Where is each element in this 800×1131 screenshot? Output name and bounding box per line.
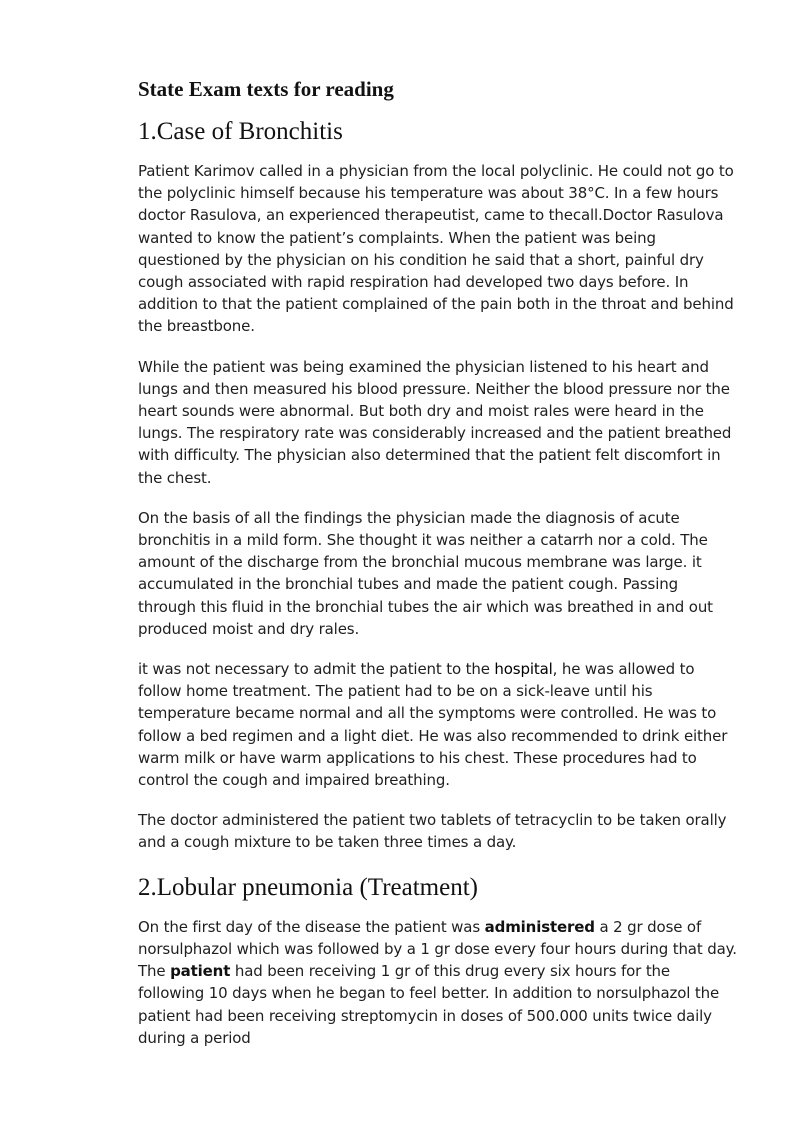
- paragraph: While the patient was being examined the physician listened to his heart and lungs and then measured his blood pressure. Neither the blood pressure nor the heart sounds were abnormal. But both dry and moist rales were heard in the lungs. The respiratory rate was considerably increased and the patient breathed with difficulty. The physician also determined that the patient felt discomfort in the chest.: [138, 357, 732, 487]
- text-run: On the first day of the disease the patient was: [138, 917, 485, 936]
- text-run: , he was allowed to follow home treatment. The patient had to be on a sick-leave until his temperature became normal and all the symptoms were controlled. He was to follow a bed regimen and a light diet. He was also recommended to drink either warm milk or have warm applications to his chest. These procedures had to control the cough and impaired breathing.: [138, 660, 728, 790]
- hospital-term: hospital: [494, 660, 553, 679]
- text-run: a 2 gr dose of norsulphazol which was followed by a 1 gr dose every four hours during that day. The: [138, 917, 737, 981]
- paragraph: [138, 916, 740, 1049]
- text-run: it was not necessary to admit the patient to the: [138, 660, 495, 679]
- document-page: [138, 70, 740, 1067]
- section-heading-pneumonia: 2.Lobular pneumonia (Treatment): [138, 873, 478, 901]
- document-title: State Exam texts for reading: [138, 77, 394, 101]
- paragraph: [138, 658, 740, 791]
- paragraph: Patient Karimov called in a physician from the local polyclinic. He could not go to the polyclinic himself because his temperature was about 38°C. In a few hours doctor Rasulova, an experienced therapeutist, came to thecall.Doctor Rasulova wanted to know the patient’s complaints. When the patient was being questioned by the physician on his condition he said that a short, painful dry cough associated with rapid respiration had developed two days before. In addition to that the patient complained of the pain both in the throat and behind the breastbone.: [138, 162, 734, 336]
- bold-term: patient: [170, 962, 231, 981]
- paragraph: The doctor administered the patient two tablets of tetracyclin to be taken orally and a cough mixture to be taken three times a day.: [138, 811, 727, 852]
- paragraph: On the basis of all the findings the physician made the diagnosis of acute bronchitis in a mild form. She thought it was neither a catarrh nor a cold. The amount of the discharge from the bronchial mucous membrane was large. it accumulated in the bronchial tubes and made the patient cough. Passing through this fluid in the bronchial tubes the air which was breathed in and out produced moist and dry rales.: [138, 508, 713, 638]
- bold-term: administered: [484, 917, 595, 936]
- text-run: had been receiving 1 gr of this drug every six hours for the following 10 days when he began to feel better. In addition to norsulphazol the patient had been receiving streptomycin in doses of 500.000 units twice daily during a period: [138, 962, 720, 1047]
- section-heading-bronchitis: 1.Case of Bronchitis: [138, 118, 343, 145]
